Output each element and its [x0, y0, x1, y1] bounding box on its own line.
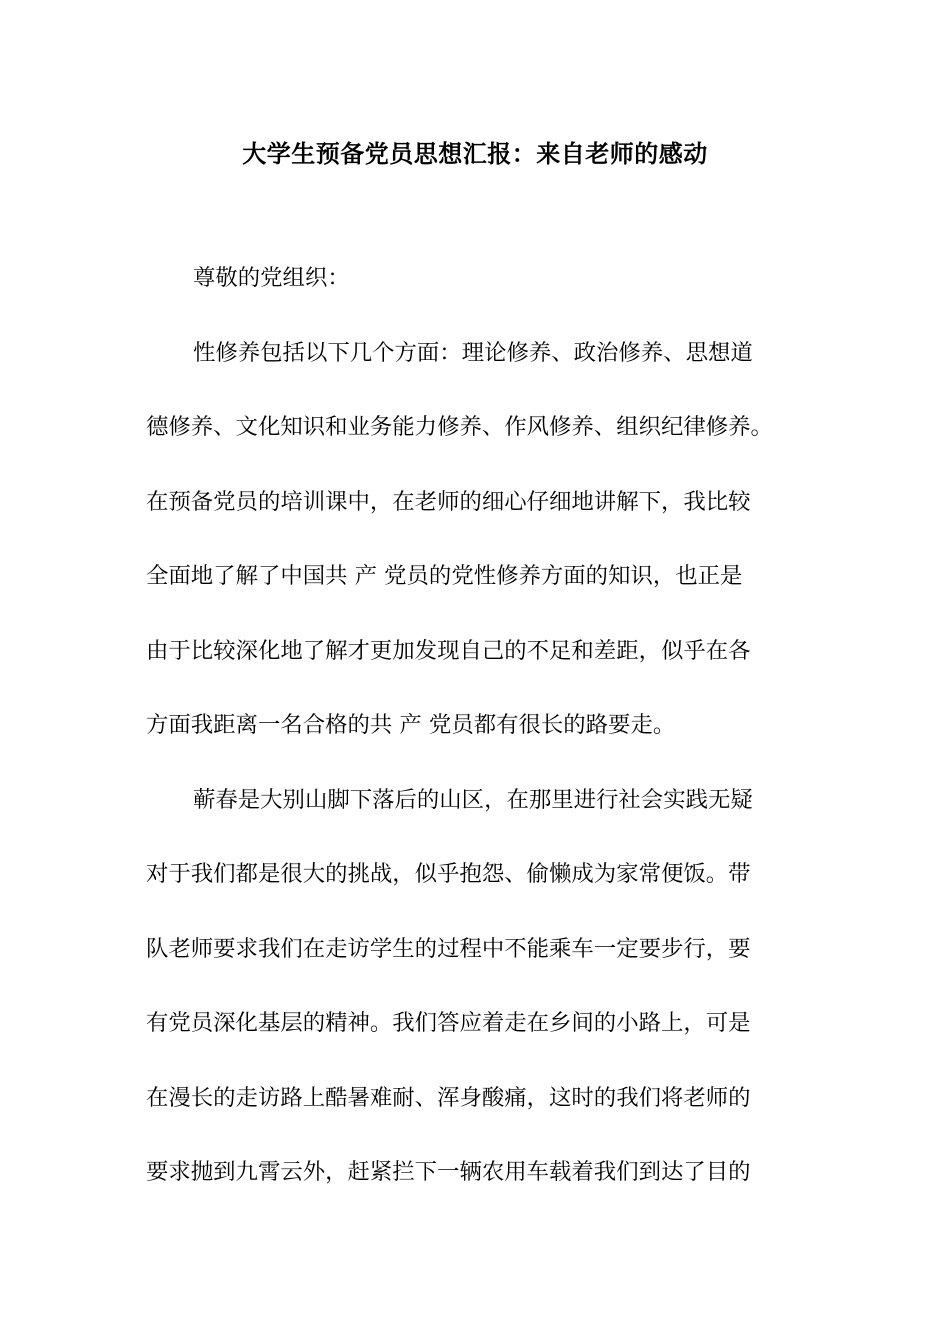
- paragraph-1-line-3: 在预备党员的培训课中，在老师的细心仔细地讲解下，我比较: [146, 489, 751, 515]
- paragraph-1-line-1: 性修养包括以下几个方面：理论修养、政治修养、思想道: [193, 340, 753, 366]
- paragraph-2-line-3: 队老师要求我们在走访学生的过程中不能乘车一定要步行，要: [146, 936, 751, 962]
- paragraph-1-line-4: 全面地了解了中国共 产 党员的党性修养方面的知识，也正是: [146, 563, 743, 589]
- paragraph-1-line-2: 德修养、文化知识和业务能力修养、作风修养、组织纪律修养。: [146, 414, 773, 440]
- paragraph-2-line-2: 对于我们都是很大的挑战，似乎抱怨、偷懒成为家常便饭。带: [146, 861, 751, 887]
- paragraph-2-line-6: 要求抛到九霄云外，赶紧拦下一辆农用车载着我们到达了目的: [146, 1159, 751, 1185]
- paragraph-1-line-6: 方面我距离一名合格的共 产 党员都有很长的路要走。: [146, 712, 676, 738]
- paragraph-1-line-5: 由于比较深化地了解才更加发现自己的不足和差距，似乎在各: [146, 638, 751, 664]
- document-title: 大学生预备党员思想汇报：来自老师的感动: [242, 139, 708, 168]
- salutation: 尊敬的党组织：: [193, 265, 350, 291]
- paragraph-2-line-1: 蕲春是大别山脚下落后的山区，在那里进行社会实践无疑: [193, 787, 753, 813]
- paragraph-2-line-4: 有党员深化基层的精神。我们答应着走在乡间的小路上，可是: [146, 1010, 751, 1036]
- paragraph-2-line-5: 在漫长的走访路上酷暑难耐、浑身酸痛，这时的我们将老师的: [146, 1085, 751, 1111]
